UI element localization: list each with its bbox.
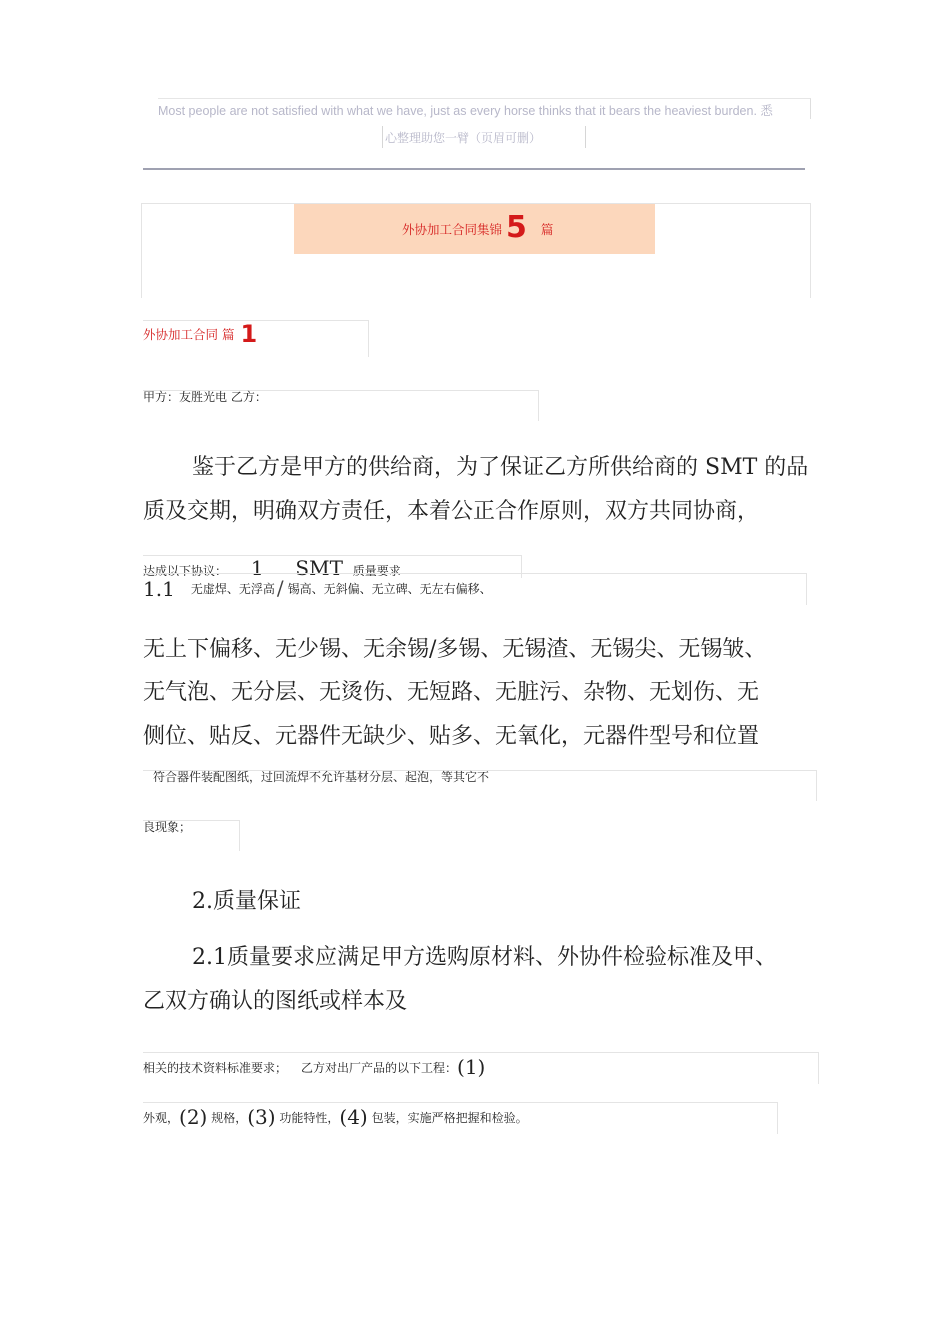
quality-heading: 2.质量保证 bbox=[192, 889, 301, 914]
title-suffix: 篇 bbox=[540, 222, 554, 237]
small-line-a: 符合器件装配图纸，过回流焊不允许基材分层、起泡，等其它不 bbox=[153, 770, 490, 784]
clipped-text: 达成以下协议： bbox=[143, 564, 228, 576]
line-d-part2: 规格， bbox=[211, 1111, 248, 1125]
line-d-par4: (4) bbox=[339, 1105, 368, 1129]
item-1-1-slash: / bbox=[276, 576, 284, 600]
line-d-par2: (2) bbox=[179, 1105, 208, 1129]
header-divider-right bbox=[585, 126, 586, 148]
line-d-par3: (3) bbox=[247, 1105, 276, 1129]
line-c-par1: (1) bbox=[457, 1055, 486, 1079]
header-note: 心整理助您一臂（页眉可删） bbox=[385, 131, 542, 145]
intro-line-2: 质及交期，明确双方责任，本着公正合作原则，双方共同协商， bbox=[143, 499, 760, 524]
line-d-part4: 包装，实施严格把握和检验。 bbox=[371, 1111, 528, 1125]
line-c-part1: 相关的技术资料标准要求； bbox=[143, 1061, 288, 1075]
header-quote: Most people are not satisfied with what we have, just as every horse thinks that it bears the heaviest burden. 悉 bbox=[158, 104, 773, 118]
document-title bbox=[402, 205, 553, 253]
clipped-rest: 质量要求 bbox=[352, 564, 401, 576]
header-rule bbox=[143, 168, 805, 170]
item-1-1 bbox=[143, 576, 492, 601]
clipped-num: 1 bbox=[250, 556, 264, 576]
clipped-smt: SMT bbox=[295, 556, 343, 576]
item-1-1-label: 1.1 bbox=[143, 577, 175, 601]
line-d-part3: 功能特性， bbox=[279, 1111, 340, 1125]
item-1-1-part1: 无虚焊、无浮高 bbox=[190, 582, 275, 596]
header-divider-left bbox=[382, 126, 383, 148]
line-c bbox=[143, 1055, 485, 1079]
item-1-1-part2: 锡高、无斜偏、无立碑、无左右偏移、 bbox=[287, 582, 492, 596]
line-d-part1: 外观， bbox=[143, 1111, 180, 1125]
section-title bbox=[143, 320, 257, 348]
section-number: 1 bbox=[240, 320, 258, 348]
body-line-2: 无气泡、无分层、无烫伤、无短路、无脏污、杂物、无划伤、无 bbox=[143, 680, 760, 705]
intro-line-1: 鉴于乙方是甲方的供给商，为了保证乙方所供给商的 SMT 的品 bbox=[192, 455, 809, 480]
section-label: 外协加工合同 篇 bbox=[143, 327, 235, 342]
parties-line: 甲方：友胜光电 乙方： bbox=[143, 390, 267, 404]
quality-line-2: 乙双方确认的图纸或样本及 bbox=[143, 989, 408, 1014]
title-prefix: 外协加工合同集锦 bbox=[402, 222, 503, 237]
line-c-part2: 乙方对出厂产品的以下工程： bbox=[301, 1061, 458, 1075]
line-d bbox=[143, 1105, 528, 1129]
title-number: 5 bbox=[506, 210, 527, 245]
body-line-1: 无上下偏移、无少锡、无余锡/多锡、无锡渣、无锡尖、无锡皱、 bbox=[143, 637, 767, 662]
body-line-3: 侧位、贴反、元器件无缺少、贴多、无氧化，元器件型号和位置 bbox=[143, 724, 760, 749]
small-line-b: 良现象； bbox=[143, 820, 192, 834]
quality-line-1: 2.1质量要求应满足甲方选购原材料、外协件检验标准及甲、 bbox=[192, 945, 777, 970]
